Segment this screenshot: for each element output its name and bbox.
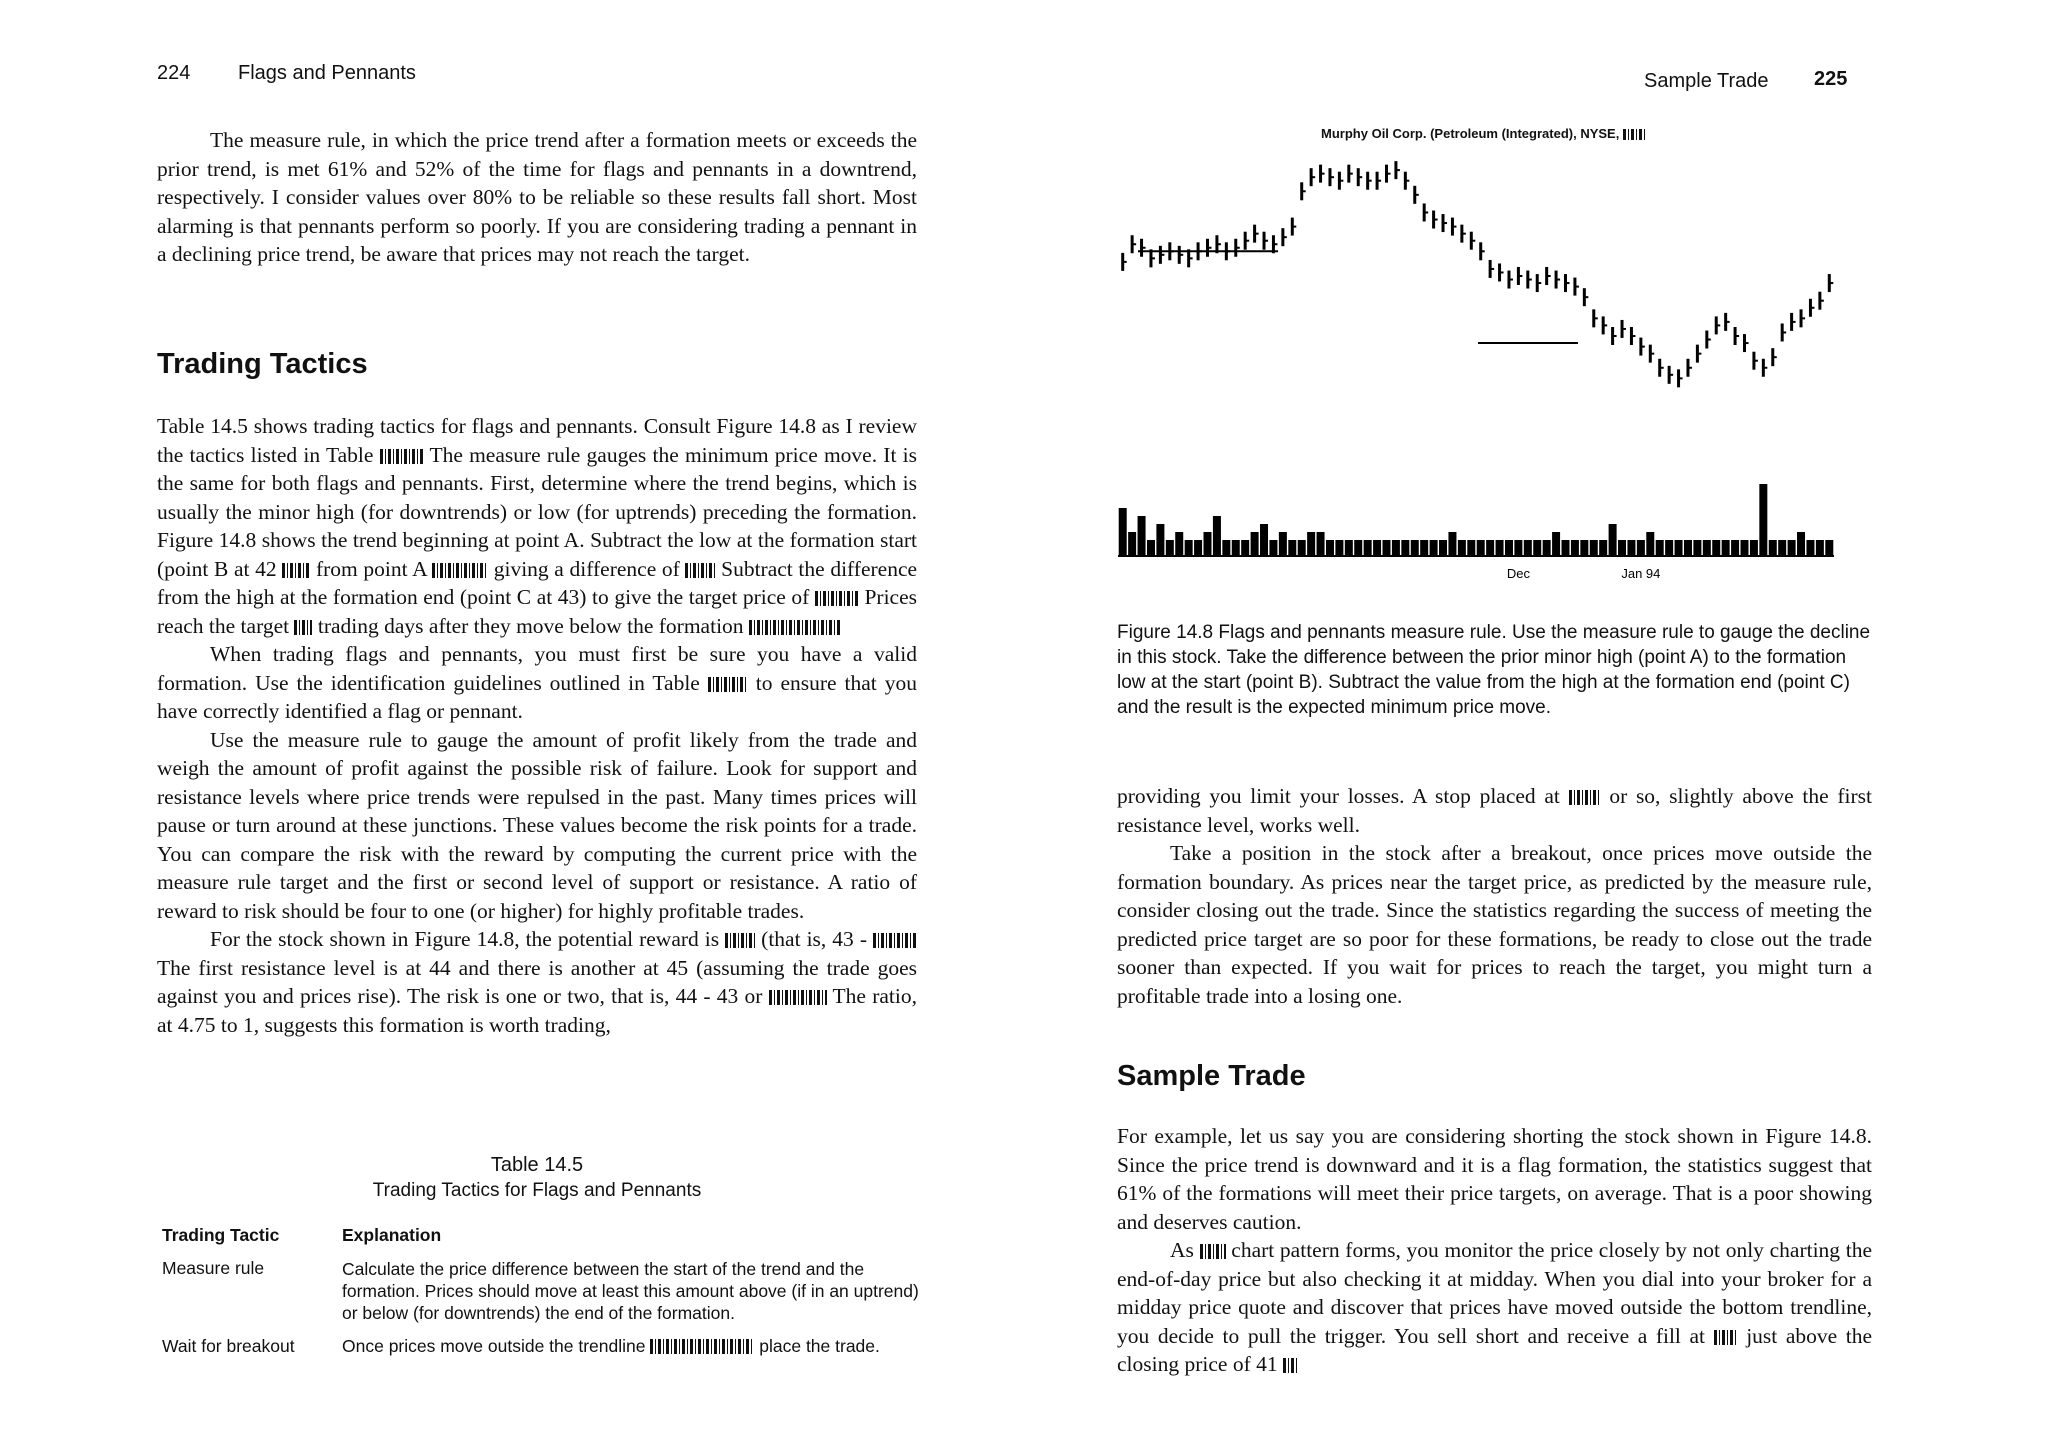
volume-bar bbox=[1816, 540, 1824, 556]
chart-title: Murphy Oil Corp. (Petroleum (Integrated), NYSE, bbox=[1094, 126, 1874, 141]
volume-bar bbox=[1317, 532, 1325, 556]
illegible-glyph bbox=[815, 591, 859, 606]
volume-bar bbox=[1166, 540, 1174, 556]
table-cell-tactic: Measure rule bbox=[162, 1258, 265, 1278]
text: chart pattern forms, you monitor the price closely by not only charting the end-of-day price but also checking it at midday. When you dial into your broker for a midday price quote and discover that prices have moved outside the bottom trendline, you decide to pull the trigger. You sell short and receive a fill at bbox=[1117, 1238, 1873, 1348]
paragraph-position: Take a position in the stock after a breakout, once prices move outside the formation boundary. As prices near the target price, as predicted by the measure rule, consider closing out the trade. Since the statistics regarding the success of meeting the predicted price target are so poor for these formations, be ready to close out the trade sooner than expected. If you wait for prices to reach the target, you might turn a profitable trade into a losing one. bbox=[1117, 841, 1872, 1008]
volume-bar bbox=[1580, 540, 1588, 556]
volume-bar bbox=[1420, 540, 1428, 556]
volume-bar bbox=[1665, 540, 1673, 556]
volume-bar bbox=[1656, 540, 1664, 556]
volume-bar bbox=[1618, 540, 1626, 556]
illegible-glyph bbox=[1283, 1358, 1297, 1373]
volume-bar bbox=[1364, 540, 1372, 556]
figure-caption: Figure 14.8 Flags and pennants measure rule. Use the measure rule to gauge the decline in this stock. Take the difference between the prior minor high (point A) to the formation low at the start (point B). Subtract the value from the high at the formation end (point C) and the result is the expected minimum price move. bbox=[1117, 622, 1871, 718]
text: When trading flags and pennants, you must first be sure you have a valid formation. Use the identification guidelines outlined in Table bbox=[157, 642, 917, 695]
column-header: Explanation bbox=[342, 1225, 442, 1245]
section-heading-sample-trade: Sample Trade bbox=[1117, 1060, 1306, 1092]
volume-bar bbox=[1279, 532, 1287, 556]
text: trading days after they move below the formation bbox=[317, 613, 744, 638]
paragraph-potential-reward: For the stock shown in Figure 14.8, the potential reward is (that is, 43 - The first resistance level is at 44 and there is another at 45 (assuming the trade goes against you and prices rise). The risk is one or two, that is, 44 - 43 or The ratio, at 4.75 to 1, suggests this formation is worth trading, bbox=[157, 927, 918, 1037]
x-tick-label: Jan 94 bbox=[1621, 566, 1661, 581]
paragraph-example: For example, let us say you are considering shorting the stock shown in Figure 14.8. Since the price trend is downward and it is a flag formation, the statistics suggest that 61% of the formations will meet their price targets, on average. That is a poor showing and deserves caution. bbox=[1117, 1124, 1872, 1234]
paragraph-risk-reward: Use the measure rule to gauge the amount of profit likely from the trade and weigh the amount of profit against the possible risk of failure. Look for support and resistance levels where price trends were repulsed in the past. Many times prices will pause or turn around at these junctions. These values become the risk points for a trade. You can compare the risk with the reward by computing the current price with the measure rule target and the first or second level of support or resistance. A ratio of reward to risk should be four to one (or higher) for highly profitable trades. bbox=[157, 727, 917, 923]
text: giving a difference of bbox=[493, 556, 680, 581]
running-title: Sample Trade bbox=[1644, 70, 1769, 92]
table-cell-explanation: Calculate the price difference between the start of the trend and the formation. Prices should move at least this amount above (if in an uptrend) or below (for downtrends) the end of the formation. bbox=[342, 1259, 919, 1323]
text: just above the closing price of 41 bbox=[1117, 1323, 1873, 1376]
volume-bar bbox=[1750, 540, 1758, 556]
volume-bar bbox=[1213, 516, 1221, 556]
volume-bar bbox=[1241, 540, 1249, 556]
text: or so, slightly above the first resistance level, works well. bbox=[1117, 784, 1873, 837]
volume-bar bbox=[1383, 540, 1391, 556]
text: Subtract the difference from the high at the formation end (point C at 43) to give the target price of bbox=[157, 556, 918, 609]
table-row bbox=[162, 1336, 922, 1357]
volume-bar bbox=[1307, 532, 1315, 556]
illegible-glyph bbox=[1623, 129, 1647, 140]
volume-bar bbox=[1232, 540, 1240, 556]
illegible-glyph bbox=[282, 563, 310, 578]
text: Once prices move outside the trendline bbox=[342, 1336, 646, 1356]
volume-bar bbox=[1543, 540, 1551, 556]
illegible-glyph bbox=[1569, 790, 1601, 805]
text: The ratio, at 4.75 to 1, suggests this formation is worth trading, bbox=[157, 984, 918, 1037]
tactics-table bbox=[162, 1225, 922, 1357]
volume-bar bbox=[1411, 540, 1419, 556]
volume-bar bbox=[1119, 508, 1127, 556]
chart-plot bbox=[1094, 146, 1874, 596]
text: (that is, 43 bbox=[761, 927, 854, 951]
illegible-glyph bbox=[749, 620, 841, 635]
volume-bar bbox=[1788, 540, 1796, 556]
volume-bar bbox=[1448, 532, 1456, 556]
volume-bar bbox=[1128, 532, 1136, 556]
table-cell-explanation bbox=[342, 1336, 922, 1357]
paragraph-stop bbox=[1117, 782, 1872, 839]
text: The measure rule gauges the minimum price move. It is the same for both flags and pennants. First, determine where the trend begins, which is usually the minor high (for downtrends) or low (for uptrends) preceding the formation. Figure 14.8 shows the trend beginning at point A. Subtract the low at the formation start (point B at 42 bbox=[157, 442, 917, 581]
section-heading-trading-tactics: Trading Tactics bbox=[157, 348, 368, 380]
volume-bar bbox=[1260, 524, 1268, 556]
volume-bar bbox=[1147, 540, 1155, 556]
volume-bar bbox=[1675, 540, 1683, 556]
volume-bar bbox=[1185, 540, 1193, 556]
illegible-glyph bbox=[432, 563, 488, 578]
volume-bar bbox=[1345, 540, 1353, 556]
volume-bar bbox=[1562, 540, 1570, 556]
volume-bar bbox=[1552, 532, 1560, 556]
figure-chart bbox=[1094, 126, 1874, 596]
text-block-intro bbox=[157, 126, 917, 269]
text: to ensure that you have correctly identified a flag or pennant. bbox=[157, 670, 917, 723]
text: The first resistance level is at 44 and there is another at 45 (assuming the trade goes against you and prices rise). The risk is one or two, that is, 44 - 43 or bbox=[157, 955, 917, 1008]
volume-bar bbox=[1684, 540, 1692, 556]
volume-bar bbox=[1627, 540, 1635, 556]
table-title: Trading Tactics for Flags and Pennants bbox=[372, 1180, 702, 1201]
volume-bar bbox=[1373, 540, 1381, 556]
text: Table 14.5 shows trading tactics for flags and pennants. Consult Figure 14.8 as I review the tactics listed in Table bbox=[157, 414, 917, 467]
volume-bar bbox=[1288, 540, 1296, 556]
page-number: 224 bbox=[157, 62, 191, 84]
volume-bar bbox=[1731, 540, 1739, 556]
volume-bar bbox=[1712, 540, 1720, 556]
table-caption bbox=[157, 1152, 917, 1204]
volume-bar bbox=[1571, 540, 1579, 556]
volume-bar bbox=[1646, 532, 1654, 556]
volume-bar bbox=[1392, 540, 1400, 556]
paragraph-measure-rule: The measure rule, in which the price trend after a formation meets or exceeds the prior trend, is met 61% and 52% of the time for flags and pennants in a downtrend, respectively. I consider values over 80% to be reliable so these results fall short. Most alarming is that pennants perform so poorly. If you are considering trading a pennant in a declining price trend, be aware that prices may not reach the target. bbox=[157, 128, 917, 266]
volume-bar bbox=[1825, 540, 1833, 556]
volume-bar bbox=[1477, 540, 1485, 556]
volume-bar bbox=[1759, 484, 1767, 556]
volume-bar bbox=[1703, 540, 1711, 556]
volume-bar bbox=[1298, 540, 1306, 556]
volume-bar bbox=[1590, 540, 1598, 556]
right-page bbox=[1024, 0, 2048, 1449]
text-block-sample bbox=[1117, 1122, 1872, 1379]
volume-bar bbox=[1222, 540, 1230, 556]
volume-bar bbox=[1458, 540, 1466, 556]
illegible-glyph bbox=[650, 1339, 754, 1354]
table-cell-tactic: Wait for breakout bbox=[162, 1336, 295, 1356]
page-number: 225 bbox=[1814, 68, 1848, 90]
text: from point A bbox=[315, 556, 427, 581]
volume-bar bbox=[1514, 540, 1522, 556]
paragraph-identification bbox=[157, 640, 917, 726]
illegible-glyph bbox=[873, 933, 917, 948]
volume-bar bbox=[1439, 540, 1447, 556]
volume-bar bbox=[1486, 540, 1494, 556]
text-block-stop bbox=[1117, 782, 1872, 1010]
volume-bar bbox=[1797, 532, 1805, 556]
running-title: Flags and Pennants bbox=[238, 62, 416, 84]
volume-bar bbox=[1693, 540, 1701, 556]
x-tick-label: Dec bbox=[1506, 566, 1530, 581]
text: As bbox=[1170, 1238, 1194, 1262]
volume-bar bbox=[1806, 540, 1814, 556]
illegible-glyph bbox=[685, 563, 715, 578]
volume-bar bbox=[1637, 540, 1645, 556]
illegible-glyph bbox=[769, 990, 827, 1005]
volume-bar bbox=[1251, 532, 1259, 556]
volume-bar bbox=[1269, 540, 1277, 556]
volume-bar bbox=[1175, 532, 1183, 556]
volume-bar bbox=[1599, 540, 1607, 556]
paragraph-tactics bbox=[157, 412, 917, 640]
volume-bar bbox=[1722, 540, 1730, 556]
illegible-glyph bbox=[708, 677, 748, 692]
volume-bar bbox=[1609, 524, 1617, 556]
text-block-tactics bbox=[157, 412, 917, 1039]
volume-bar bbox=[1769, 540, 1777, 556]
table-header-row bbox=[162, 1225, 922, 1258]
table-number: Table 14.5 bbox=[490, 1154, 584, 1176]
volume-bar bbox=[1778, 540, 1786, 556]
volume-bar bbox=[1496, 540, 1504, 556]
volume-bar bbox=[1467, 540, 1475, 556]
column-header: Trading Tactic bbox=[162, 1225, 280, 1245]
volume-bar bbox=[1194, 540, 1202, 556]
volume-bar bbox=[1204, 532, 1212, 556]
volume-bar bbox=[1156, 524, 1164, 556]
volume-bar bbox=[1430, 540, 1438, 556]
text: place the trade. bbox=[759, 1336, 880, 1356]
volume-bar bbox=[1524, 540, 1532, 556]
illegible-glyph bbox=[294, 620, 312, 635]
illegible-glyph bbox=[380, 449, 424, 464]
table-row bbox=[162, 1258, 922, 1336]
text: For the stock shown in Figure 14.8, the potential reward is bbox=[210, 927, 720, 951]
volume-bar bbox=[1533, 540, 1541, 556]
volume-bar bbox=[1326, 540, 1334, 556]
volume-bar bbox=[1505, 540, 1513, 556]
volume-bar bbox=[1741, 540, 1749, 556]
illegible-glyph bbox=[725, 933, 755, 948]
volume-bar bbox=[1354, 540, 1362, 556]
illegible-glyph bbox=[1200, 1244, 1226, 1259]
paragraph-trigger bbox=[1117, 1236, 1872, 1379]
volume-bar bbox=[1401, 540, 1409, 556]
volume-bar bbox=[1335, 540, 1343, 556]
illegible-glyph bbox=[1714, 1330, 1738, 1345]
text: Prices reach the target bbox=[157, 585, 918, 638]
volume-bar bbox=[1138, 516, 1146, 556]
text: providing you limit your losses. A stop placed at bbox=[1117, 784, 1560, 808]
